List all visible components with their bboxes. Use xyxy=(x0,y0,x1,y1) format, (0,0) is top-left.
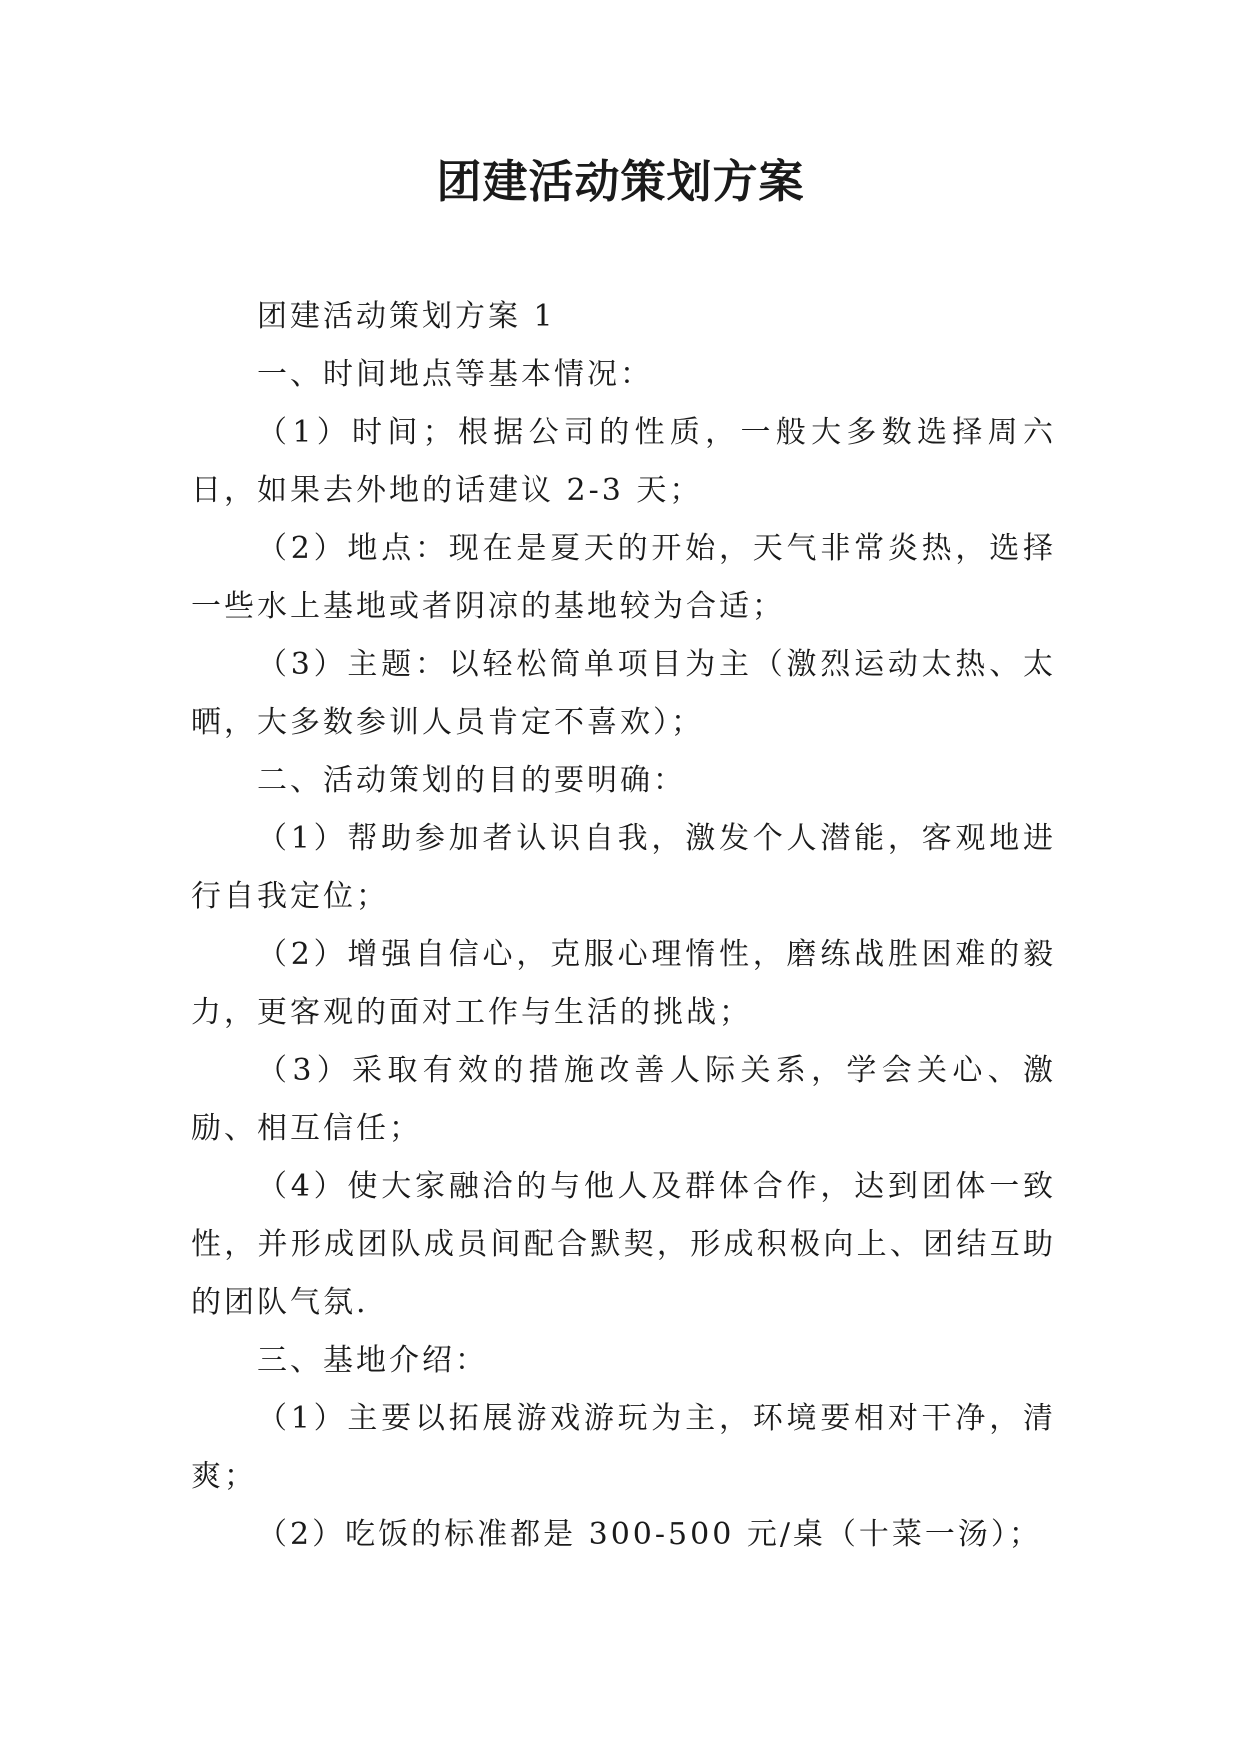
paragraph-plan-heading: 团建活动策划方案 1 xyxy=(257,299,556,334)
document-body xyxy=(191,288,1056,1564)
paragraph-goal-1: （1）帮助参加者认识自我，激发个人潜能，客观地进行自我定位； xyxy=(191,821,1056,914)
paragraph-theme: （3）主题：以轻松简单项目为主（激烈运动太热、太晒，大多数参训人员肯定不喜欢）； xyxy=(191,647,1056,740)
paragraph-location: （2）地点：现在是夏天的开始，天气非常炎热，选择一些水上基地或者阴凉的基地较为合适； xyxy=(191,531,1056,624)
paragraph-goal-4: （4）使大家融洽的与他人及群体合作，达到团体一致性，并形成团队成员间配合默契，形成积极向上、团结互助的团队气氛. xyxy=(191,1169,1056,1320)
paragraph-section-1-heading: 一、时间地点等基本情况： xyxy=(257,357,653,392)
paragraph-goal-2: （2）增强自信心，克服心理惰性，磨练战胜困难的毅力，更客观的面对工作与生活的挑战； xyxy=(191,937,1056,1030)
document-title: 团建活动策划方案 xyxy=(436,155,805,208)
paragraph-section-2-heading: 二、活动策划的目的要明确： xyxy=(257,763,686,798)
paragraph-goal-3: （3）采取有效的措施改善人际关系，学会关心、激励、相互信任； xyxy=(191,1053,1056,1146)
paragraph-time: （1）时间；根据公司的性质，一般大多数选择周六日，如果去外地的话建议 2-3 天； xyxy=(191,415,1056,508)
paragraph-base-2: （2）吃饭的标准都是 300-500 元/桌（十菜一汤）； xyxy=(257,1517,1042,1552)
paragraph-section-3-heading: 三、基地介绍： xyxy=(257,1343,488,1378)
paragraph-base-1: （1）主要以拓展游戏游玩为主，环境要相对干净，清爽； xyxy=(191,1401,1056,1494)
